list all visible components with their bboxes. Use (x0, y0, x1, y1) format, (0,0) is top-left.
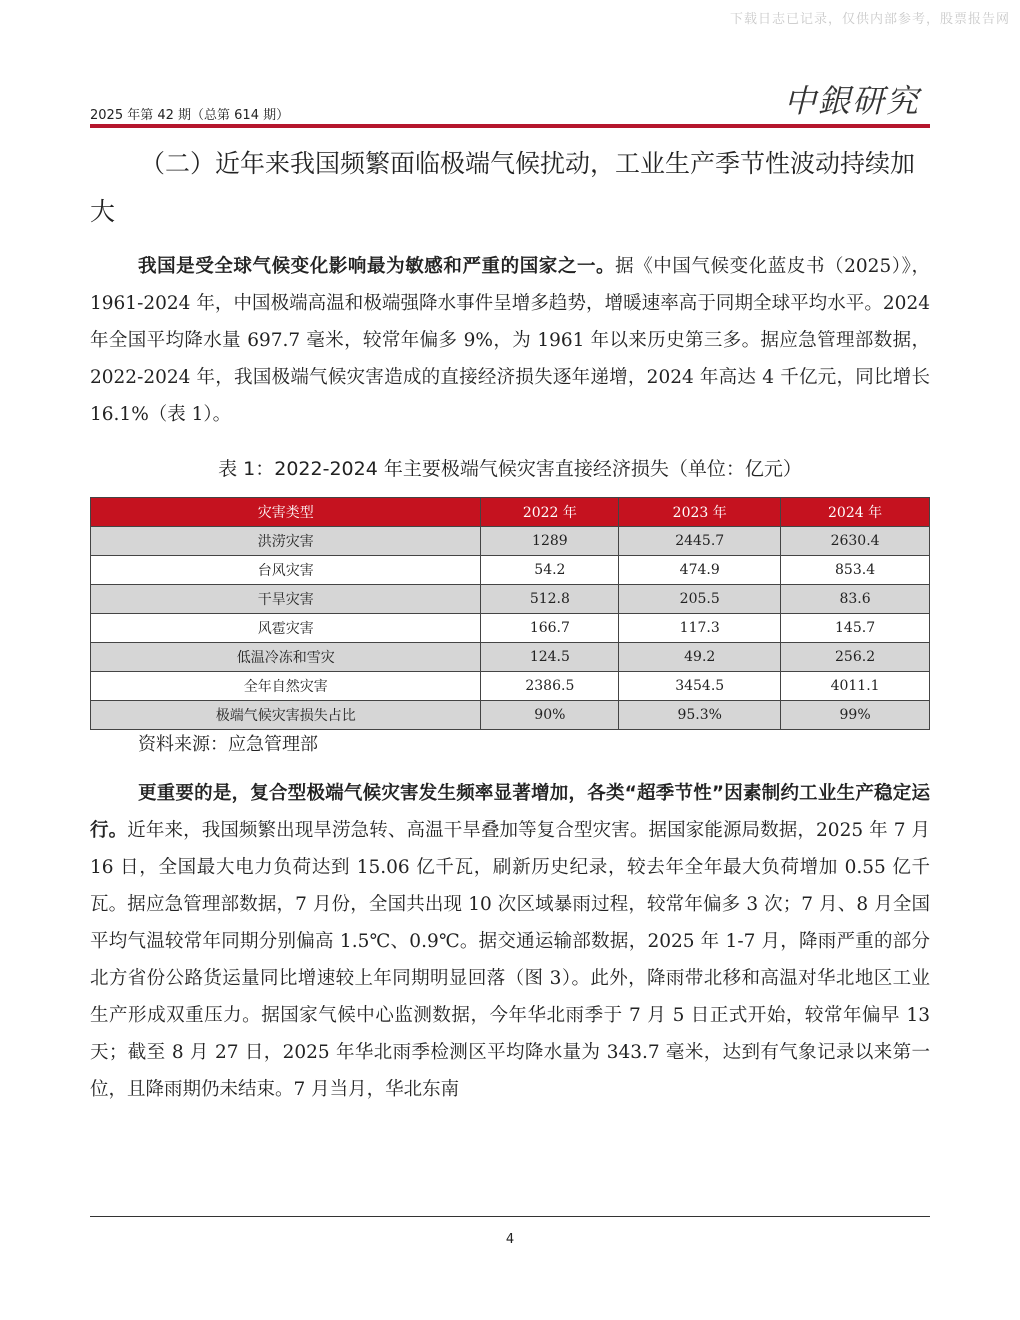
cell-2022: 90% (481, 701, 619, 730)
paragraph-1 (90, 248, 930, 433)
paragraph-1-lead: 我国是受全球气候变化影响最为敏感和严重的国家之一。 (138, 256, 616, 277)
brand-logo: 中銀研究 (783, 82, 920, 120)
cell-type: 干旱灾害 (91, 585, 481, 614)
watermark-text: 下载日志已记录，仅供内部参考，股票报告网 (729, 12, 1010, 27)
table-row (91, 527, 930, 556)
cell-2023: 205.5 (619, 585, 781, 614)
cell-2023: 95.3% (619, 701, 781, 730)
disaster-loss-table (90, 497, 930, 730)
table-row (91, 556, 930, 585)
table-row (91, 585, 930, 614)
table-header-row (91, 498, 930, 527)
section-heading: （二）近年来我国频繁面临极端气候扰动，工业生产季节性波动持续加大 (90, 149, 916, 226)
header-2022: 2022 年 (481, 498, 619, 527)
cell-2024: 2630.4 (781, 527, 930, 556)
cell-2024: 145.7 (781, 614, 930, 643)
cell-type: 全年自然灾害 (91, 672, 481, 701)
cell-type: 台风灾害 (91, 556, 481, 585)
cell-2024: 853.4 (781, 556, 930, 585)
cell-2023: 117.3 (619, 614, 781, 643)
cell-2023: 2445.7 (619, 527, 781, 556)
cell-2024: 256.2 (781, 643, 930, 672)
table-row (91, 643, 930, 672)
cell-2024: 99% (781, 701, 930, 730)
paragraph-2-lead: 更重要的是，复合型极端气候灾害发生频率显著增加，各类“超季节性”因素制约工业生产稳定运行。 (90, 783, 930, 841)
page-number: 4 (505, 1232, 515, 1247)
paragraph-2 (90, 775, 930, 1108)
header-disaster-type: 灾害类型 (91, 498, 481, 527)
header-divider (90, 124, 930, 128)
cell-2022: 124.5 (481, 643, 619, 672)
header-2024: 2024 年 (781, 498, 930, 527)
table-row (91, 672, 930, 701)
table-row (91, 614, 930, 643)
cell-type: 极端气候灾害损失占比 (91, 701, 481, 730)
paragraph-1-body: 据《中国气候变化蓝皮书（2025）》，1961-2024 年，中国极端高温和极端强降水事件呈增多趋势，增暖速率高于同期全球平均水平。2024 年全国平均降水量 697.7 毫米，较常年偏多 9%，为 1961 年以来历史第三多。据应急管理部数据，2022-2024 年，我国极端气候灾害造成的直接经济损失逐年递增，2024 年高达 4 千亿元，同比增长 16.1%（表 1）。 (90, 256, 930, 425)
cell-2024: 4011.1 (781, 672, 930, 701)
cell-2022: 512.8 (481, 585, 619, 614)
cell-2024: 83.6 (781, 585, 930, 614)
cell-2022: 54.2 (481, 556, 619, 585)
issue-number: 2025 年第 42 期（总第 614 期） (90, 108, 290, 123)
page-header (90, 70, 930, 130)
cell-2022: 166.7 (481, 614, 619, 643)
table-source: 资料来源：应急管理部 (138, 734, 318, 755)
paragraph-2-body: 近年来，我国频繁出现旱涝急转、高温干旱叠加等复合型灾害。据国家能源局数据，2025 年 7 月 16 日，全国最大电力负荷达到 15.06 亿千瓦，刷新历史纪录，较去年全年最大负荷增加 0.55 亿千瓦。据应急管理部数据，7 月份，全国共出现 10 次区域暴雨过程，较常年偏多 3 次；7 月、8 月全国平均气温较常年同期分别偏高 1.5℃、0.9℃。据交通运输部数据，2025 年 1-7 月，降雨严重的部分北方省份公路货运量同比增速较上年同期明显回落（图 3）。此外，降雨带北移和高温对华北地区工业生产形成双重压力。据国家气候中心监测数据，今年华北雨季于 7 月 5 日正式开始，较常年偏早 13 天；截至 8 月 27 日，2025 年华北雨季检测区平均降水量为 343.7 毫米，达到有气象记录以来第一位，且降雨期仍未结束。7 月当月，华北东南 (90, 820, 930, 1100)
table-caption: 表 1：2022-2024 年主要极端气候灾害直接经济损失（单位：亿元） (218, 458, 802, 480)
cell-2023: 49.2 (619, 643, 781, 672)
header-2023: 2023 年 (619, 498, 781, 527)
cell-2023: 474.9 (619, 556, 781, 585)
footer-divider (90, 1216, 930, 1217)
cell-type: 低温冷冻和雪灾 (91, 643, 481, 672)
cell-type: 风雹灾害 (91, 614, 481, 643)
cell-2022: 2386.5 (481, 672, 619, 701)
cell-type: 洪涝灾害 (91, 527, 481, 556)
cell-2023: 3454.5 (619, 672, 781, 701)
cell-2022: 1289 (481, 527, 619, 556)
